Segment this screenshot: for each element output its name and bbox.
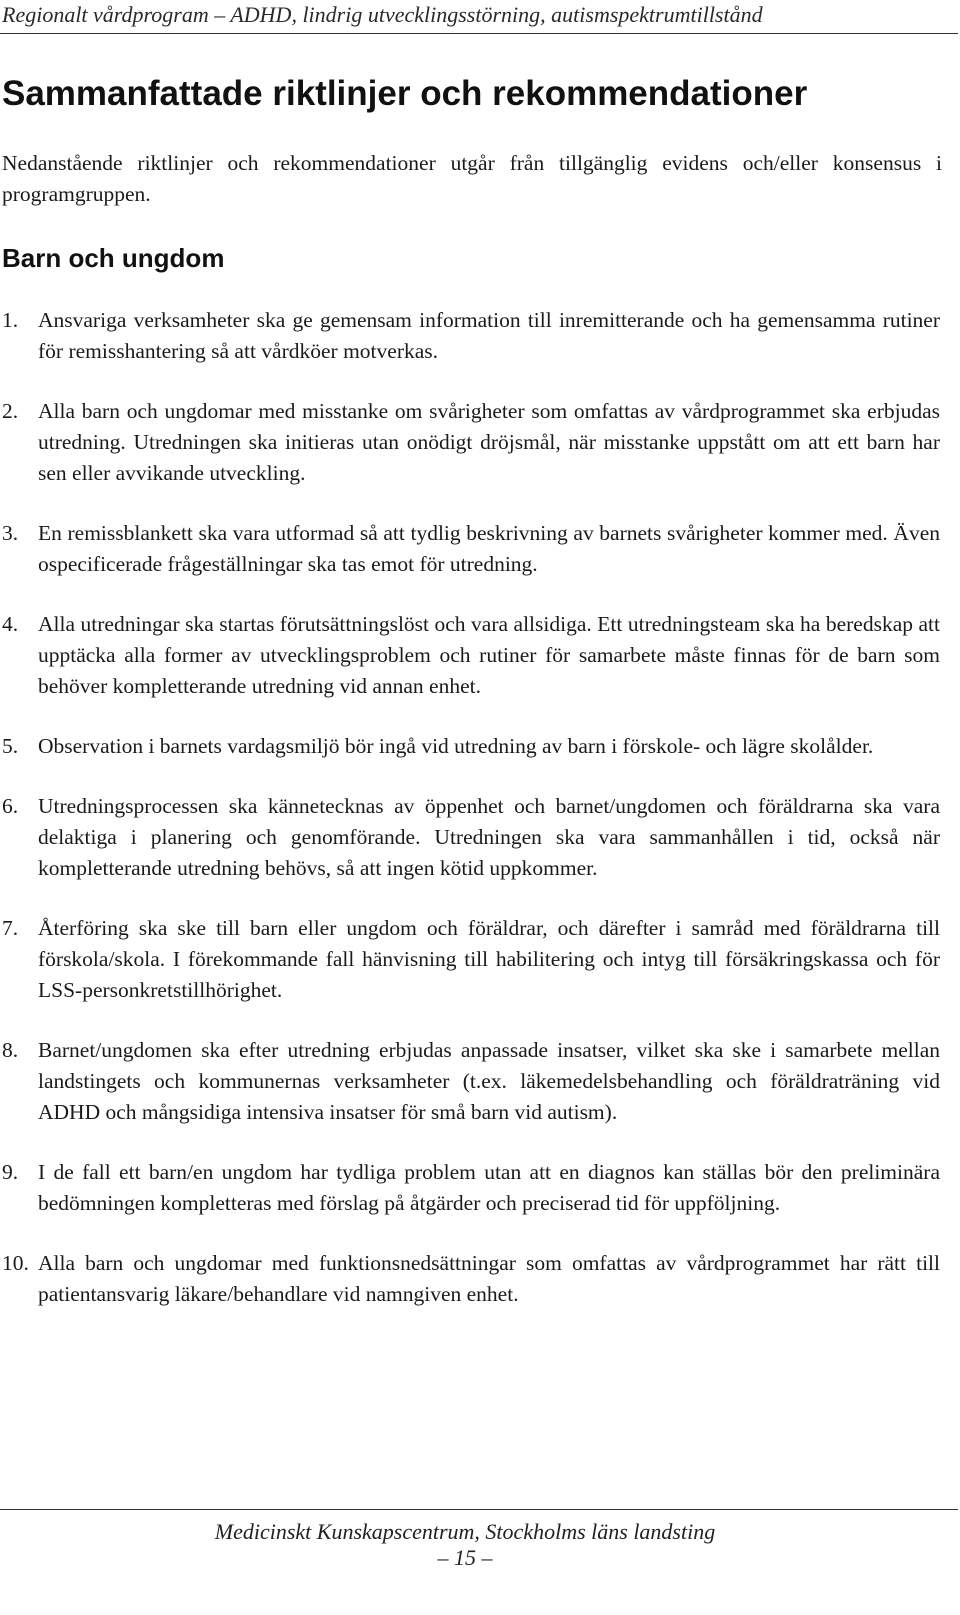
guideline-number: 10. xyxy=(2,1251,29,1275)
guideline-item-4 xyxy=(2,609,954,702)
guideline-item-2 xyxy=(2,396,954,489)
page-title: Sammanfattade riktlinjer och rekommendationer xyxy=(2,74,808,113)
guideline-number: 7. xyxy=(2,916,19,940)
guideline-item-5 xyxy=(2,731,954,762)
guideline-item-1 xyxy=(2,305,954,367)
intro-paragraph: Nedanstående riktlinjer och rekommendationer utgår från tillgänglig evidens och/eller konsensus i programgruppen. xyxy=(2,151,942,206)
running-header: Regionalt vårdprogram – ADHD, lindrig utvecklingsstörning, autismspektrumtillstånd xyxy=(2,2,763,27)
guideline-number: 3. xyxy=(2,521,19,545)
guideline-item-7 xyxy=(2,913,954,1006)
page-number: – 15 – xyxy=(437,1545,493,1570)
guideline-number: 4. xyxy=(2,612,19,636)
guideline-number: 2. xyxy=(2,399,19,423)
guideline-number: 9. xyxy=(2,1160,19,1184)
guideline-item-10 xyxy=(2,1248,954,1310)
guideline-number: 8. xyxy=(2,1038,19,1062)
guideline-text: Återföring ska ske till barn eller ungdom och föräldrar, och därefter i samråd med föräldrarna till förskola/skola. I förekommande fall hänvisning till habilitering och intyg till försäkringskassa och för LSS-personkretstillhörighet. xyxy=(38,916,940,1002)
guideline-text: Alla barn och ungdomar med funktionsnedsättningar som omfattas av vårdprogrammet har rätt till patientansvarig läkare/behandlare vid namngiven enhet. xyxy=(38,1251,940,1306)
guideline-text: Utredningsprocessen ska kännetecknas av öppenhet och barnet/ungdomen och föräldrarna ska vara delaktiga i planering och genomförande. Utredningen ska vara sammanhållen i tid, också när kompletterande utredning behövs, så att ingen kötid uppkommer. xyxy=(38,794,940,880)
guideline-text: I de fall ett barn/en ungdom har tydliga problem utan att en diagnos kan ställas bör den preliminära bedömningen kompletteras med förslag på åtgärder och preciserad tid för uppföljning. xyxy=(38,1160,940,1215)
guideline-item-8 xyxy=(2,1035,954,1128)
guideline-text: Alla barn och ungdomar med misstanke om svårigheter som omfattas av vårdprogrammet ska erbjudas utredning. Utredningen ska initieras utan onödigt dröjsmål, när misstanke uppstått om att ett barn har sen eller avvikande utveckling. xyxy=(38,399,940,485)
guideline-text: Alla utredningar ska startas förutsättningslöst och vara allsidiga. Ett utredningsteam ska ha beredskap att upptäcka alla former av utvecklingsproblem och rutiner för samarbete måste finnas för de barn som behöver kompletterande utredning vid annan enhet. xyxy=(38,612,940,698)
guideline-item-6 xyxy=(2,791,954,884)
guideline-text: Observation i barnets vardagsmiljö bör ingå vid utredning av barn i förskole- och lägre skolålder. xyxy=(38,734,874,758)
section-heading: Barn och ungdom xyxy=(2,243,225,273)
guideline-number: 5. xyxy=(2,734,19,758)
guideline-text: En remissblankett ska vara utformad så att tydlig beskrivning av barnets svårigheter kommer med. Även ospecificerade frågeställningar ska tas emot för utredning. xyxy=(38,521,940,576)
guideline-list xyxy=(2,305,954,1339)
guideline-text: Ansvariga verksamheter ska ge gemensam information till inremitterande och ha gemensamma rutiner för remisshantering så att vårdköer motverkas. xyxy=(38,308,940,363)
guideline-item-3 xyxy=(2,518,954,580)
guideline-text: Barnet/ungdomen ska efter utredning erbjudas anpassade insatser, vilket ska ske i samarbete mellan landstingets och kommunernas verksamheter (t.ex. läkemedelsbehandling och föräldraträning vid ADHD och mångsidiga intensiva insatser för små barn vid autism). xyxy=(38,1038,940,1124)
guideline-number: 6. xyxy=(2,794,19,818)
footer-organization: Medicinskt Kunskapscentrum, Stockholms läns landsting xyxy=(214,1519,716,1544)
footer-divider xyxy=(0,1509,958,1510)
guideline-item-9 xyxy=(2,1157,954,1219)
guideline-number: 1. xyxy=(2,308,19,332)
header-divider xyxy=(0,33,958,34)
